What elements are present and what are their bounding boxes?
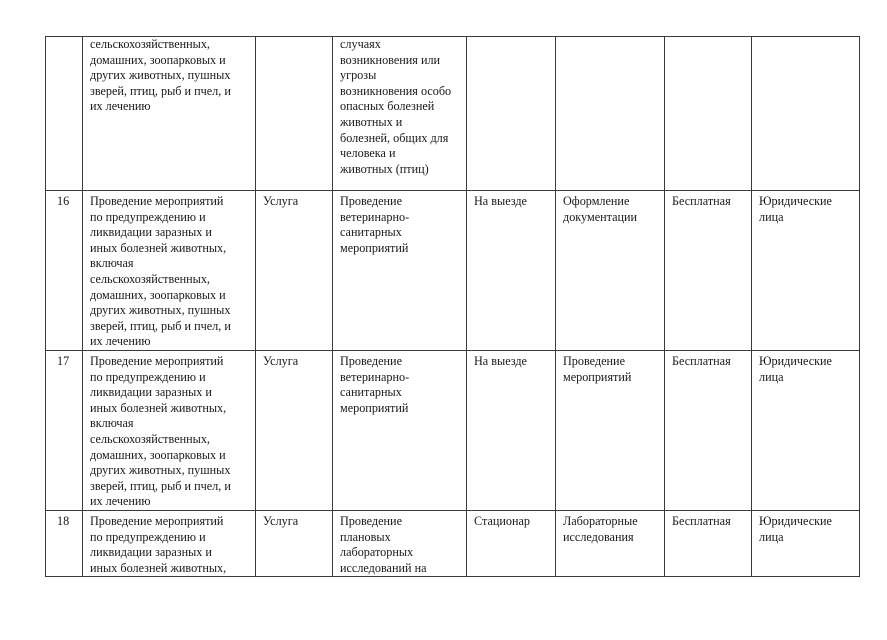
service-place — [467, 37, 556, 191]
service-recipient: Юридические лица — [752, 191, 860, 351]
service-name: Проведение мероприятий по предупреждению и ликвидации заразных и иных болезней животных, включая сельскохозяйственных, домашних, зоопарковых и других животных, пушных зверей, птиц, рыб и пчел, и их лечению — [83, 351, 256, 511]
service-result: Проведение мероприятий — [556, 351, 665, 511]
row-number — [46, 37, 83, 191]
table-row — [46, 37, 860, 191]
table-row — [46, 191, 860, 351]
service-content: Проведение ветеринарно- санитарных мероприятий — [333, 351, 467, 511]
service-type — [256, 37, 333, 191]
service-result: Лабораторные исследования — [556, 510, 665, 576]
service-payment: Бесплатная — [665, 351, 752, 511]
service-content: Проведение плановых лабораторных исследований на — [333, 510, 467, 576]
service-payment — [665, 37, 752, 191]
service-place: На выезде — [467, 351, 556, 511]
row-number: 18 — [46, 510, 83, 576]
service-name: Проведение мероприятий по предупреждению и ликвидации заразных и иных болезней животных, включая сельскохозяйственных, домашних, зоопарковых и других животных, пушных зверей, птиц, рыб и пчел, и их лечению — [83, 191, 256, 351]
service-result — [556, 37, 665, 191]
table-row — [46, 351, 860, 511]
service-payment: Бесплатная — [665, 510, 752, 576]
service-name: сельскохозяйственных, домашних, зоопарковых и других животных, пушных зверей, птиц, рыб и пчел, и их лечению — [83, 37, 256, 191]
service-place: Стационар — [467, 510, 556, 576]
service-place: На выезде — [467, 191, 556, 351]
service-recipient: Юридические лица — [752, 510, 860, 576]
service-name: Проведение мероприятий по предупреждению и ликвидации заразных и иных болезней животных, — [83, 510, 256, 576]
service-result: Оформление документации — [556, 191, 665, 351]
service-content: случаях возникновения или угрозы возникновения особо опасных болезней животных и болезней, общих для человека и животных (птиц) — [333, 37, 467, 191]
service-recipient: Юридические лица — [752, 351, 860, 511]
row-number: 17 — [46, 351, 83, 511]
service-type: Услуга — [256, 351, 333, 511]
service-payment: Бесплатная — [665, 191, 752, 351]
service-type: Услуга — [256, 191, 333, 351]
table-row — [46, 510, 860, 576]
service-content: Проведение ветеринарно- санитарных мероприятий — [333, 191, 467, 351]
service-recipient — [752, 37, 860, 191]
row-number: 16 — [46, 191, 83, 351]
service-type: Услуга — [256, 510, 333, 576]
services-table — [45, 36, 860, 577]
